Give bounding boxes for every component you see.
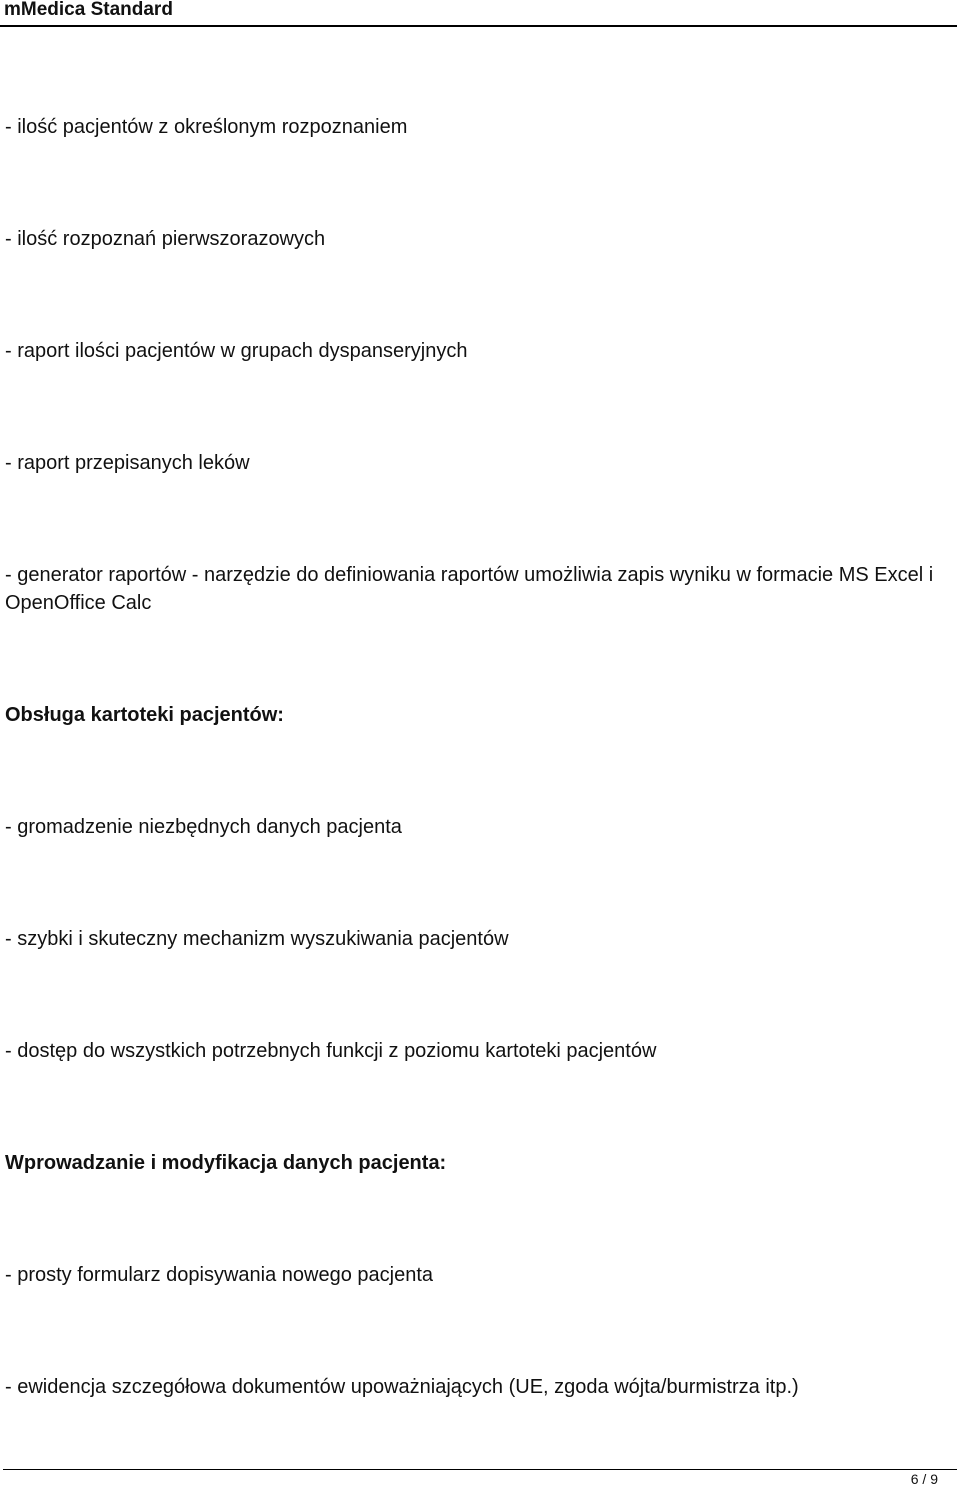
bullet-item-function-access: - dostęp do wszystkich potrzebnych funkcji z poziomu kartoteki pacjentów xyxy=(5,1040,657,1062)
bullet-item-prescribed-drugs-report: - raport przepisanych leków xyxy=(5,452,250,474)
bullet-item-first-diagnoses: - ilość rozpoznań pierwszorazowych xyxy=(5,228,326,250)
page-number: 6 / 9 xyxy=(910,1471,938,1487)
bullet-item-new-patient-form: - prosty formularz dopisywania nowego pacjenta xyxy=(5,1264,433,1286)
bullet-item-dispensary-groups-report: - raport ilości pacjentów w grupach dyspanseryjnych xyxy=(5,340,468,362)
document-title: mMedica Standard xyxy=(4,0,173,20)
bullet-item-diagnosis-count: - ilość pacjentów z określonym rozpoznaniem xyxy=(5,116,408,138)
section-heading-patient-data-entry: Wprowadzanie i modyfikacja danych pacjenta: xyxy=(5,1152,447,1174)
section-heading-patient-records: Obsługa kartoteki pacjentów: xyxy=(5,704,284,726)
bullet-item-collect-patient-data: - gromadzenie niezbędnych danych pacjenta xyxy=(5,816,402,838)
bullet-item-report-generator: - generator raportów - narzędzie do definiowania raportów umożliwia zapis wyniku w formacie MS Excel i OpenOffice Calc xyxy=(5,564,934,614)
header-divider xyxy=(0,25,957,27)
footer-divider xyxy=(3,1469,957,1470)
bullet-item-authorization-documents: - ewidencja szczegółowa dokumentów upoważniających (UE, zgoda wójta/burmistrza itp.) xyxy=(5,1376,799,1398)
bullet-item-patient-search: - szybki i skuteczny mechanizm wyszukiwania pacjentów xyxy=(5,928,509,950)
